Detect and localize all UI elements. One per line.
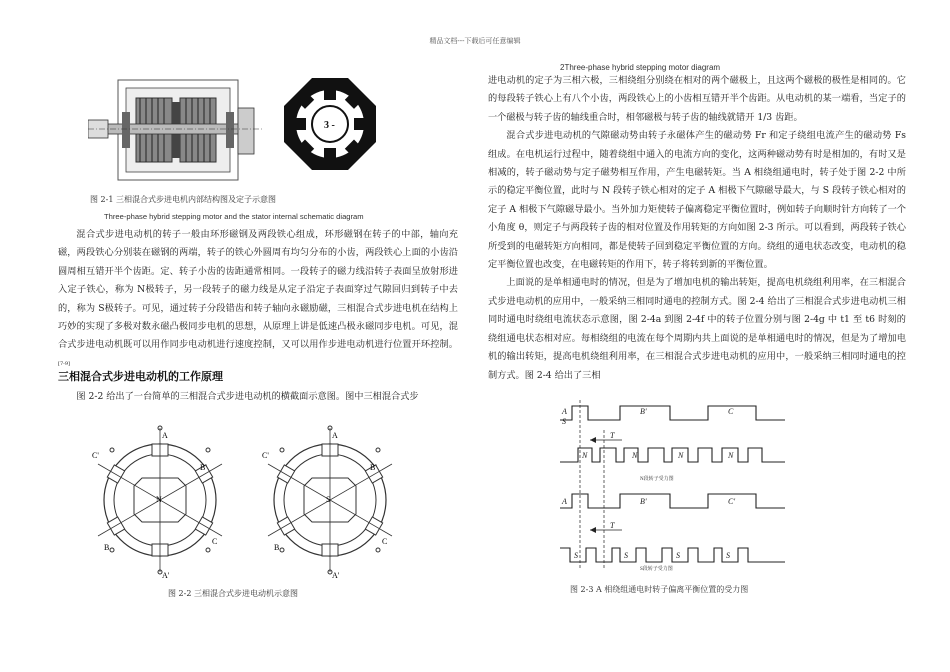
n-tooth-label: N — [582, 451, 588, 460]
section-heading: 三相混合式步进电动机的工作原理 — [58, 370, 223, 383]
figure-2-2-diagram — [82, 418, 412, 583]
page-header: 精品文档---下载后可任意编辑 — [429, 37, 521, 45]
rotor-description-paragraph — [58, 226, 458, 376]
phase-label: B' — [640, 407, 647, 416]
pole-label: B' — [370, 463, 377, 472]
torque-label: T — [610, 521, 615, 530]
rotor-label: 3 - — [324, 120, 335, 131]
three-phase-control-paragraph: 上面说的是单相通电时的情况，但是为了增加电机的输出转矩，提高电机绕组利用率，在三相混合式步进电动机的应用中，一般采纳三相同时通电的控制方式。图 2-4 给出了三相混合式步进电动机三相同时通电时绕组电流状态示意图，图 2-4a 到图 2-4f 中的转子位置分别与图 2-4g 中 t1 至 t6 时刻的绕组通电状态相对应。每相绕组的电流在每个周期内共上面说的是单相通电时的情况，但是为了增加电机的输出转矩，提高电机绕组利用率，在三相混合式步进电动机的应用中，一般采纳三相同时通电的控制方式。图 2-4 给出了三相 — [488, 277, 906, 381]
n-tooth-label: N — [678, 451, 684, 460]
motor-diagram-n-section — [92, 426, 222, 580]
n-tooth-label: N — [632, 451, 638, 460]
n-tooth-label: N — [728, 451, 734, 460]
pole-label: A' — [162, 571, 170, 580]
phase-label: C — [728, 407, 734, 416]
figure-2-2-intro-paragraph: 图 2-2 给出了一台简单的三相混合式步进电动机的横截面示意图。图中三相混合式步 — [76, 391, 419, 402]
torque-label: T — [610, 431, 615, 440]
pole-label: C' — [92, 451, 99, 460]
pole-label: B — [274, 543, 280, 552]
figure-2-1-caption-english: Three-phase hybrid stepping motor and the stator internal schematic diagram — [104, 212, 364, 221]
pole-label: C' — [262, 451, 269, 460]
s-tooth-label: S — [574, 551, 578, 560]
pole-label: A' — [332, 571, 340, 580]
phase-label: B' — [640, 497, 647, 506]
paragraph-text: 混合式步进电动机的转子一般由环形磁钢及两段铁心组成，环形磁钢在转子的中部，轴向充磁，两段铁心分别装在磁钢的两端，转子的铁心外圆周有均匀分布的小齿，两段铁心上面的小齿沿圆周相互错开半个齿距。定、转子小齿的齿距通常相同。一段转子的磁力线沿转子表面呈放射形进入定子铁心，称为 N极转子，另一段转子的磁力线是从定子沿定子表面穿过气隙回归到转子中去的，称为 S极转子。可见，通过转子分段错齿和转子轴向永磁励磁，三相混合式步进电机在结构上巧妙的实现了多极对数永磁凸极同步电机的思想，从原理上讲是低速凸极永磁同步电机。可见，混合式步进电动机既可以用作同步电动机进行速度控制，又可以用作步进电动机进行位置开环控制。 — [58, 229, 458, 351]
figure-2-1-caption: 图 2-1 三相混合式步进电机内部结构图及定子示意图 — [90, 195, 276, 204]
s-section-caption: S段转子受力图 — [640, 567, 673, 572]
pole-label: C — [382, 537, 388, 546]
pole-label: A — [162, 431, 168, 440]
pole-label: B — [104, 543, 110, 552]
reference-mark: [7-9] — [58, 360, 70, 367]
motor-cross-section-drawing — [88, 72, 263, 190]
pole-label: A — [332, 431, 338, 440]
right-body — [488, 72, 906, 385]
s-tooth-label: S — [624, 551, 628, 560]
phase-label: A — [562, 497, 567, 506]
pole-label: C — [212, 537, 218, 546]
figure-2-3-caption: 图 2-3 A 相绕组通电时转子偏离平衡位置的受力图 — [570, 585, 749, 594]
n-section-caption: N段转子受力图 — [640, 477, 674, 482]
motor-diagram-s-section — [262, 426, 392, 580]
pole-label: S — [326, 495, 331, 504]
stator-description-paragraph: 进电动机的定子为三相六极，三相绕组分别绕在相对的两个磁极上，且这两个磁极的极性是相同的。它的每段转子铁心上有八个小齿，两段铁心上的小齿相互错开半个齿距。从电动机的某一端看，当定子的一个磁极与转子齿的轴线重合时，相邻磁极与转子齿的轴线就错开 1/3 齿距。 — [488, 75, 906, 123]
figure-2-2-caption: 图 2-2 三相混合式步进电动机示意图 — [168, 589, 298, 598]
magnetomotive-force-paragraph: 混合式步进电动机的气隙磁动势由转子永磁体产生的磁动势 Fr 和定子绕组电流产生的磁动势 Fs 组成。在电机运行过程中，随着绕组中通入的电流方向的变化，这两种磁动势有时是相加的，有时又是相减的，转子磁动势与定子磁势相互作用，产生电磁转矩。当 A 相绕组通电时，转子处于图 2-2 中所示的稳定平衡位置，此时与 N 段转子铁心相对的定子 A 相极下气隙磁导最大，与 S 段转子铁心相对的定子 A 相极下气隙磁导最小。当外加力矩使转子偏离稳定平衡位置时，例如转子向顺时针方向转了一个小角度 θ，则定子与两段转子齿的相对位置及作用转矩的方向如图 2-3 所示。可以看到，两段转子铁心所受到的电磁转矩方向相同，都是使转子回到稳定平衡位置的方向。绕组的通电状态改变，电动机的稳定平衡位置也改变，在电磁转矩的作用下，转子将转到新的平衡位置。 — [488, 130, 906, 271]
stator-schematic-drawing — [282, 76, 378, 172]
phase-label: A — [562, 407, 567, 416]
phase-label: S — [562, 417, 566, 426]
phase-label: C' — [728, 497, 736, 506]
pole-label: N — [156, 495, 162, 504]
s-tooth-label: S — [676, 551, 680, 560]
figure-2-3-diagram — [560, 400, 785, 572]
figure-2-1-english-title: 2Three-phase hybrid stepping motor diagram — [560, 63, 721, 72]
left-body — [58, 226, 458, 376]
s-tooth-label: S — [726, 551, 730, 560]
pole-label: B' — [200, 463, 207, 472]
